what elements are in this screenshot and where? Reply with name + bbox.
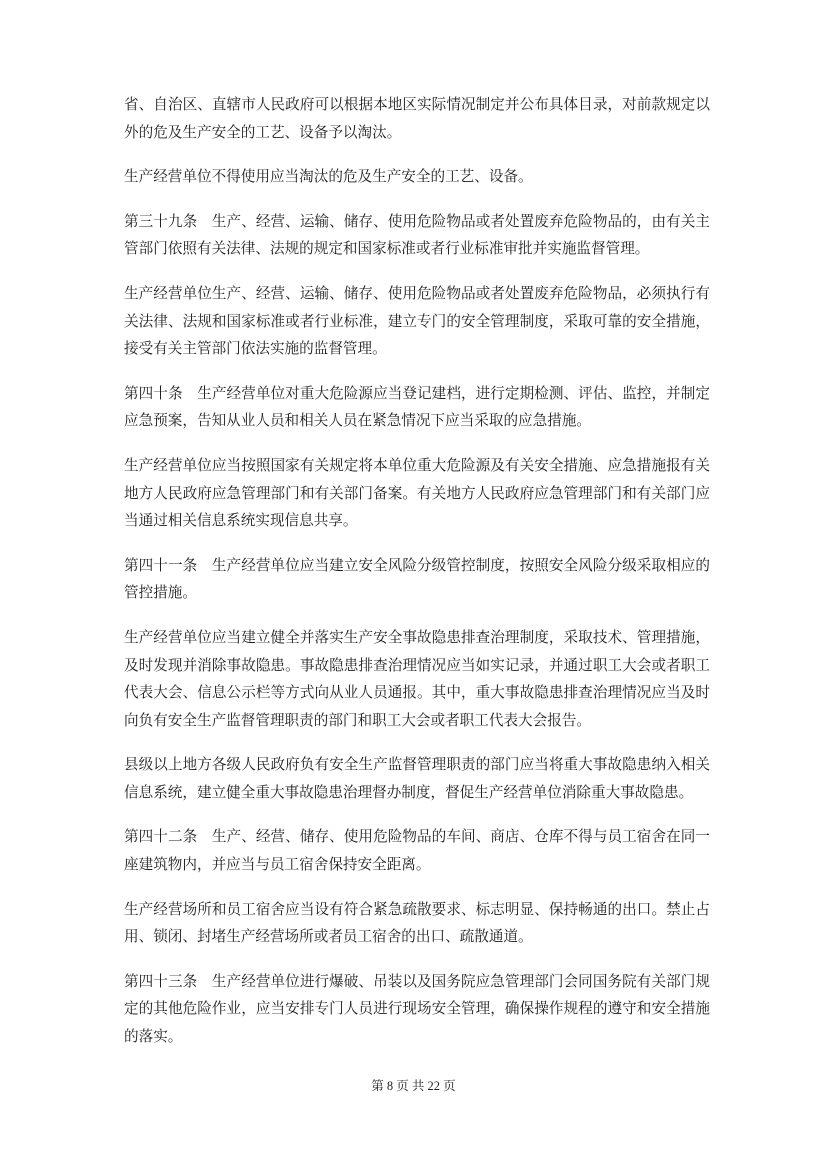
paragraph-eliminated-techniques: 生产经营单位不得使用应当淘汰的危及生产安全的工艺、设备。 [124,169,533,186]
paragraph-article-41-clause-3: 县级以上地方各级人民政府负有安全生产监督管理职责的部门应当将重大事故隐患纳入相关信息系统，建立健全重大事故隐患治理督办制度，督促生产经营单位消除重大事故隐患。 [124,757,710,801]
paragraph-article-40-clause-1: 第四十条 生产经营单位对重大危险源应当登记建档，进行定期检测、评估、监控，并制定应急预案，告知从业人员和相关人员在紧急情况下应当采取的应急措施。 [124,385,710,430]
page-number-footer: 第 8 页 共 22 页 [371,1079,456,1093]
paragraph-article-42-clause-2: 生产经营场所和员工宿舍应当设有符合紧急疏散要求、标志明显、保持畅通的出口。禁止占用、锁闭、封堵生产经营场所或者员工宿舍的出口、疏散通道。 [124,901,710,946]
paragraph-article-41-clause-1: 第四十一条 生产经营单位应当建立安全风险分级管控制度，按照安全风险分级采取相应的管控措施。 [124,557,710,602]
paragraph-article-39-clause-1: 第三十九条 生产、经营、运输、储存、使用危险物品或者处置废弃危险物品的，由有关主管部门依照有关法律、法规的规定和国家标准或者行业标准审批并实施监督管理。 [124,213,710,258]
paragraph-provincial-catalog: 省、自治区、直辖市人民政府可以根据本地区实际情况制定并公布具体目录，对前款规定以外的危及生产安全的工艺、设备予以淘汰。 [124,97,710,141]
paragraph-article-40-clause-2: 生产经营单位应当按照国家有关规定将本单位重大危险源及有关安全措施、应急措施报有关地方人民政府应急管理部门和有关部门备案。有关地方人民政府应急管理部门和有关部门应当通过相关信息系统实现信息共享。 [124,457,710,530]
paragraph-article-39-clause-2: 生产经营单位生产、经营、运输、储存、使用危险物品或者处置废弃危险物品，必须执行有关法律、法规和国家标准或者行业标准，建立专门的安全管理制度，采取可靠的安全措施，接受有关主管部门依法实施的监督管理。 [124,285,710,358]
paragraph-article-42-clause-1: 第四十二条 生产、经营、储存、使用危险物品的车间、商店、仓库不得与员工宿舍在同一座建筑物内，并应当与员工宿舍保持安全距离。 [124,829,710,874]
document-body [124,92,710,1069]
paragraph-article-43: 第四十三条 生产经营单位进行爆破、吊装以及国务院应急管理部门会同国务院有关部门规定的其他危险作业，应当安排专门人员进行现场安全管理，确保操作规程的遵守和安全措施的落实。 [124,973,710,1046]
paragraph-article-41-clause-2: 生产经营单位应当建立健全并落实生产安全事故隐患排查治理制度，采取技术、管理措施，及时发现并消除事故隐患。事故隐患排查治理情况应当如实记录，并通过职工大会或者职工代表大会、信息公示栏等方式向从业人员通报。其中，重大事故隐患排查治理情况应当及时向负有安全生产监督管理职责的部门和职工大会或者职工代表大会报告。 [124,629,710,729]
